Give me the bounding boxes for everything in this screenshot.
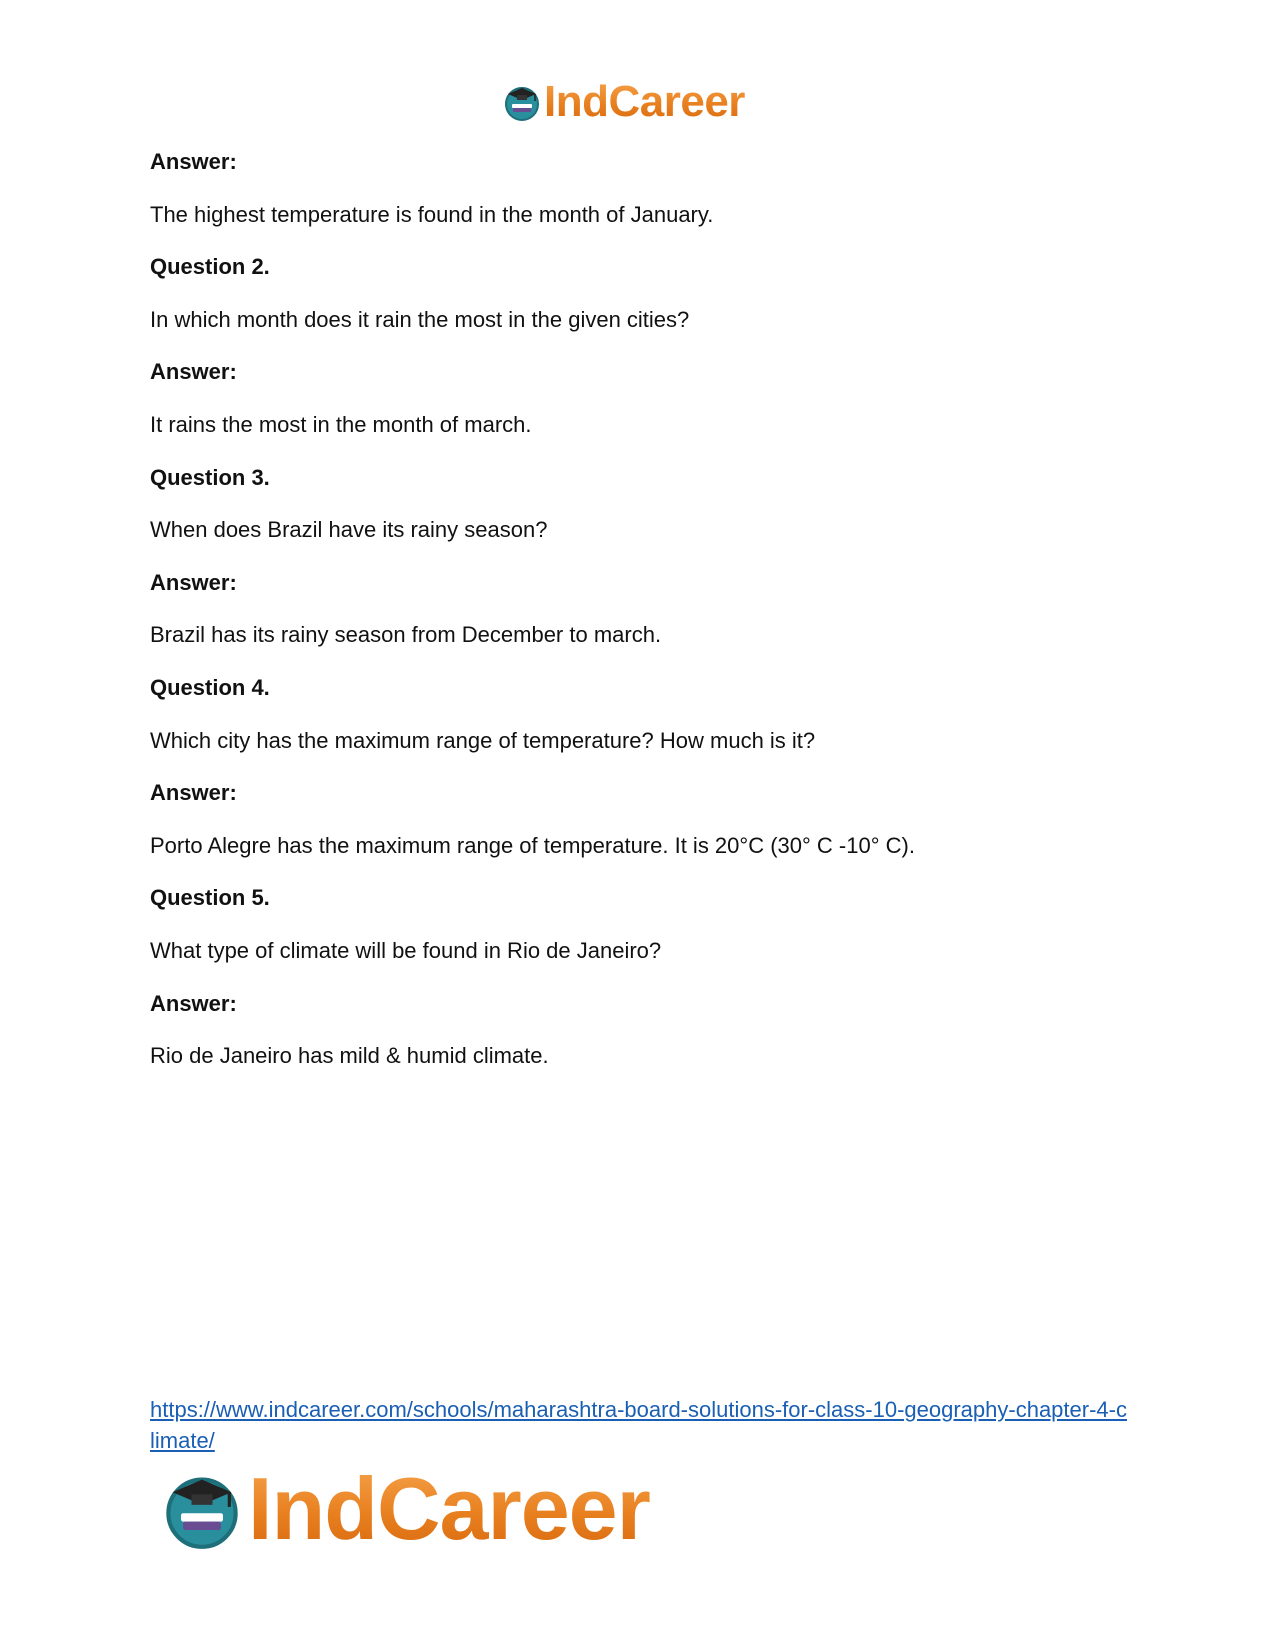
spacer: [150, 969, 1150, 986]
spacer: [150, 759, 1150, 776]
spacer: [150, 706, 1150, 723]
section-label: Answer:: [150, 569, 237, 595]
spacer: [150, 443, 1150, 460]
section-label: Answer:: [150, 780, 237, 806]
paragraph-text: It rains the most in the month of march.: [150, 411, 532, 437]
paragraph-text: What type of climate will be found in Rio de Janeiro?: [150, 937, 662, 963]
paragraph-text: When does Brazil have its rainy season?: [150, 517, 548, 543]
spacer: [150, 916, 1150, 933]
spacer: [150, 1022, 1150, 1039]
globe-graduation-cap-icon: [502, 82, 542, 122]
spacer: [150, 233, 1150, 250]
spacer: [150, 496, 1150, 513]
paragraph-text: Porto Alegre has the maximum range of temperature. It is 20°C (30° C -10° C).: [150, 832, 915, 858]
header-logo-text: IndCareer: [544, 77, 745, 126]
section-label: Answer:: [150, 990, 237, 1016]
spacer: [150, 811, 1150, 828]
spacer: [150, 285, 1150, 302]
spacer: [150, 180, 1150, 197]
section-label: Question 2.: [150, 254, 270, 280]
spacer: [150, 390, 1150, 407]
globe-graduation-cap-icon: [160, 1467, 244, 1551]
qa-content: [150, 144, 1150, 1074]
spacer: [150, 548, 1150, 565]
footer-logo-text: IndCareer: [248, 1459, 650, 1558]
header-logo: [502, 77, 745, 126]
spacer: [150, 601, 1150, 618]
section-label: Answer:: [150, 359, 237, 385]
spacer: [150, 338, 1150, 355]
section-label: Question 4.: [150, 674, 270, 700]
spacer: [150, 653, 1150, 670]
section-label: Question 3.: [150, 464, 270, 490]
paragraph-text: The highest temperature is found in the month of January.: [150, 201, 714, 227]
paragraph-text: In which month does it rain the most in the given cities?: [150, 306, 690, 332]
spacer: [150, 864, 1150, 881]
section-label: Question 5.: [150, 885, 270, 911]
section-label: Answer:: [150, 149, 237, 174]
source-url-link[interactable]: https://www.indcareer.com/schools/maharashtra-board-solutions-for-class-10-geography-chapter-4-climate/: [150, 1397, 1127, 1453]
footer-logo: [160, 1459, 650, 1558]
paragraph-text: Brazil has its rainy season from December to march.: [150, 622, 662, 648]
paragraph-text: Rio de Janeiro has mild & humid climate.: [150, 1043, 549, 1069]
paragraph-text: Which city has the maximum range of temperature? How much is it?: [150, 727, 816, 753]
